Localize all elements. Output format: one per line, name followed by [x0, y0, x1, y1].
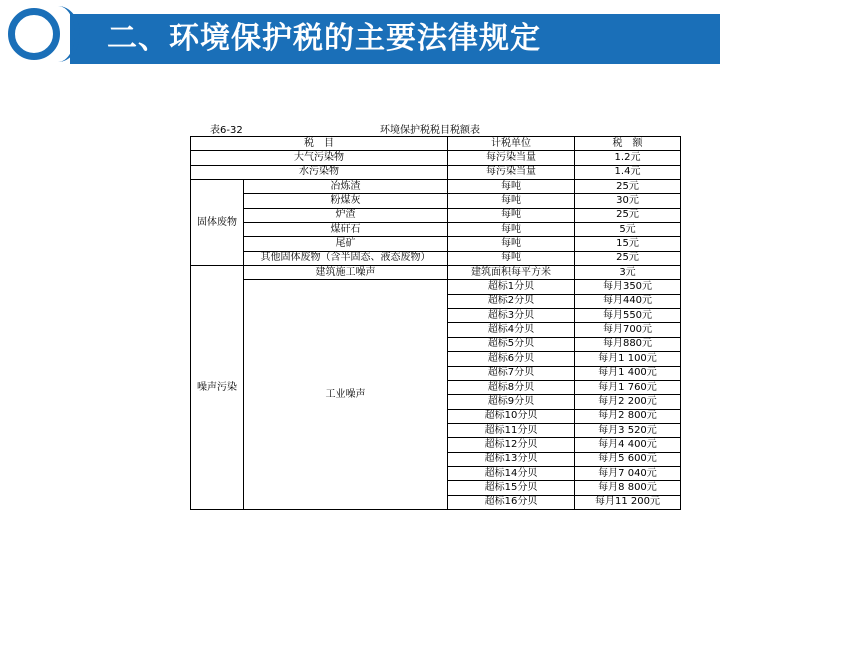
industrial-noise-unit: 超标12分贝	[448, 438, 575, 452]
table-title: 环境保护税税目税额表	[380, 125, 480, 136]
industrial-noise-unit: 超标1分贝	[448, 280, 575, 294]
industrial-noise-amount: 每月1 100元	[575, 352, 681, 366]
industrial-noise-unit: 超标9分贝	[448, 395, 575, 409]
table-row	[191, 165, 681, 179]
table-caption	[190, 120, 680, 136]
circle-icon	[8, 8, 60, 60]
solid-waste-amount: 5元	[575, 223, 681, 237]
industrial-noise-amount: 每月550元	[575, 309, 681, 323]
industrial-noise-amount: 每月8 800元	[575, 481, 681, 495]
table-row	[191, 208, 681, 222]
solid-waste-item: 炉渣	[244, 208, 448, 222]
industrial-noise-unit: 超标13分贝	[448, 452, 575, 466]
table-number: 表6-32	[210, 125, 243, 136]
industrial-noise-amount: 每月3 520元	[575, 423, 681, 437]
construction-noise-unit: 建筑面积每平方米	[448, 266, 575, 280]
industrial-noise-amount: 每月4 400元	[575, 438, 681, 452]
table-row	[191, 223, 681, 237]
industrial-noise-unit: 超标16分贝	[448, 495, 575, 509]
industrial-noise-amount: 每月440元	[575, 294, 681, 308]
solid-waste-unit: 每吨	[448, 237, 575, 251]
air-unit: 每污染当量	[448, 151, 575, 165]
table-row	[191, 194, 681, 208]
solid-waste-amount: 25元	[575, 208, 681, 222]
air-item: 大气污染物	[191, 151, 448, 165]
solid-waste-item: 冶炼渣	[244, 180, 448, 194]
industrial-noise-unit: 超标6分贝	[448, 352, 575, 366]
solid-waste-amount: 30元	[575, 194, 681, 208]
tax-table-body	[191, 137, 681, 510]
industrial-noise-unit: 超标3分贝	[448, 309, 575, 323]
tax-table-figure	[190, 120, 680, 510]
solid-waste-category: 固体废物	[191, 180, 244, 266]
solid-waste-unit: 每吨	[448, 194, 575, 208]
air-amount: 1.2元	[575, 151, 681, 165]
table-row	[191, 280, 681, 294]
industrial-noise-amount: 每月11 200元	[575, 495, 681, 509]
industrial-noise-amount: 每月2 200元	[575, 395, 681, 409]
solid-waste-unit: 每吨	[448, 180, 575, 194]
solid-waste-amount: 15元	[575, 237, 681, 251]
industrial-noise-amount: 每月880元	[575, 337, 681, 351]
industrial-noise-unit: 超标15分贝	[448, 481, 575, 495]
industrial-noise-unit: 超标7分贝	[448, 366, 575, 380]
solid-waste-item: 其他固体废物（含半固态、液态废物）	[244, 251, 448, 265]
slide-title: 二、环境保护税的主要法律规定	[107, 21, 541, 56]
industrial-noise-amount: 每月7 040元	[575, 466, 681, 480]
solid-waste-item: 煤矸石	[244, 223, 448, 237]
industrial-noise-unit: 超标10分贝	[448, 409, 575, 423]
industrial-noise-amount: 每月1 400元	[575, 366, 681, 380]
solid-waste-unit: 每吨	[448, 251, 575, 265]
solid-waste-amount: 25元	[575, 251, 681, 265]
table-header-row	[191, 137, 681, 151]
industrial-noise-unit: 超标8分贝	[448, 380, 575, 394]
water-amount: 1.4元	[575, 165, 681, 179]
industrial-noise-unit: 超标4分贝	[448, 323, 575, 337]
noise-category: 噪声污染	[191, 266, 244, 510]
water-item: 水污染物	[191, 165, 448, 179]
industrial-noise-amount: 每月700元	[575, 323, 681, 337]
industrial-noise-unit: 超标11分贝	[448, 423, 575, 437]
solid-waste-item: 粉煤灰	[244, 194, 448, 208]
solid-waste-unit: 每吨	[448, 208, 575, 222]
construction-noise-amount: 3元	[575, 266, 681, 280]
table-row	[191, 251, 681, 265]
industrial-noise-amount: 每月2 800元	[575, 409, 681, 423]
header-tax-item: 税 目	[191, 137, 448, 151]
industrial-noise-amount: 每月1 760元	[575, 380, 681, 394]
table-row	[191, 151, 681, 165]
slide-header	[0, 0, 860, 80]
table-row	[191, 180, 681, 194]
table-row	[191, 266, 681, 280]
industrial-noise-amount: 每月350元	[575, 280, 681, 294]
industrial-noise-amount: 每月5 600元	[575, 452, 681, 466]
industrial-noise-unit: 超标14分贝	[448, 466, 575, 480]
table-row	[191, 237, 681, 251]
water-unit: 每污染当量	[448, 165, 575, 179]
solid-waste-unit: 每吨	[448, 223, 575, 237]
solid-waste-item: 尾矿	[244, 237, 448, 251]
industrial-noise-item: 工业噪声	[244, 280, 448, 510]
header-tax-unit: 计税单位	[448, 137, 575, 151]
solid-waste-amount: 25元	[575, 180, 681, 194]
header-tax-amount: 税 额	[575, 137, 681, 151]
industrial-noise-unit: 超标2分贝	[448, 294, 575, 308]
industrial-noise-unit: 超标5分贝	[448, 337, 575, 351]
tax-rate-table	[190, 136, 681, 510]
construction-noise-item: 建筑施工噪声	[244, 266, 448, 280]
